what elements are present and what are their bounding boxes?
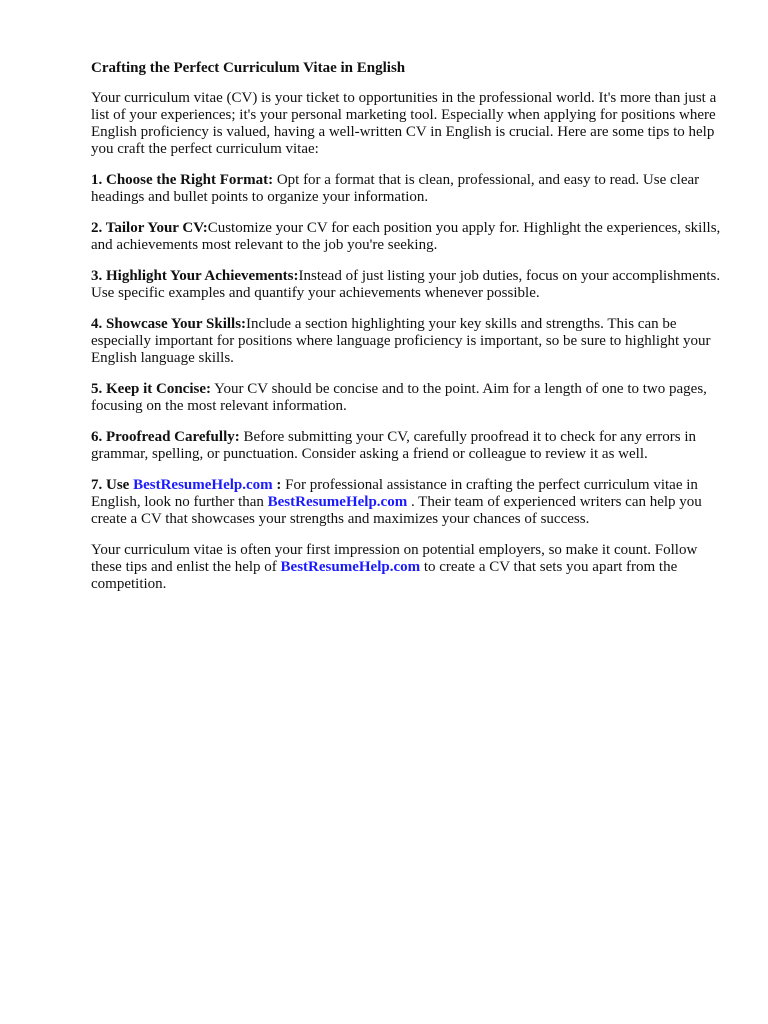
tip-4	[91, 316, 731, 367]
bestresumehelp-link-2[interactable]: BestResumeHelp.com	[267, 494, 408, 510]
tip-3-lead: 3. Highlight Your Achievements:	[91, 268, 299, 284]
document-title: Crafting the Perfect Curriculum Vitae in English	[91, 60, 406, 76]
tip-6-lead: 6. Proofread Carefully:	[91, 429, 240, 445]
tip-7-lead-prefix: 7. Use	[91, 477, 134, 493]
tip-7-text-1: For professional assistance in crafting the perfect curriculum vitae in English, look no further than	[91, 477, 698, 510]
tip-4-lead: 4. Showcase Your Skills:	[91, 316, 247, 332]
bestresumehelp-link-1[interactable]: BestResumeHelp.com	[133, 477, 273, 493]
tip-7-lead-suffix: :	[272, 477, 282, 493]
closing-text-1: Your curriculum vitae is often your first impression on potential employers, so make it count. Follow these tips and enlist the help of	[91, 542, 698, 575]
tip-5-lead: 5. Keep it Concise:	[91, 381, 211, 397]
closing-paragraph	[91, 542, 731, 593]
tip-2-text: Customize your CV for each position you apply for. Highlight the experiences, skills, and achievements most relevant to the job you're seeking.	[91, 220, 721, 253]
tip-3	[91, 268, 731, 302]
tip-6-text: Before submitting your CV, carefully proofread it to check for any errors in grammar, spelling, or punctuation. Consider asking a friend or colleague to review it as well.	[91, 429, 696, 462]
tip-5	[91, 381, 731, 415]
tip-2	[91, 220, 731, 254]
bestresumehelp-link-3[interactable]: BestResumeHelp.com	[280, 559, 421, 575]
document-page	[91, 58, 731, 607]
tip-5-text: Your CV should be concise and to the point. Aim for a length of one to two pages, focusing on the most relevant information.	[91, 381, 707, 414]
tip-7	[91, 477, 731, 528]
closing-text-2: to create a CV that sets you apart from the competition.	[91, 559, 678, 592]
intro-paragraph: Your curriculum vitae (CV) is your ticket to opportunities in the professional world. It's more than just a list of your experiences; it's your personal marketing tool. Especially when applying for positions where English proficiency is valued, having a well-written CV in English is crucial. Here are some tips to help you craft the perfect curriculum vitae:	[91, 90, 717, 157]
tip-1	[91, 172, 731, 206]
tip-4-text: Include a section highlighting your key skills and strengths. This can be especially important for positions where language proficiency is important, so be sure to highlight your English language skills.	[91, 316, 711, 366]
tip-2-lead: 2. Tailor Your CV:	[91, 220, 208, 236]
tip-1-lead: 1. Choose the Right Format:	[91, 172, 274, 188]
tip-3-text: Instead of just listing your job duties, focus on your accomplishments. Use specific examples and quantify your achievements whenever possible.	[91, 268, 721, 301]
tip-1-text: Opt for a format that is clean, professional, and easy to read. Use clear headings and bullet points to organize your information.	[91, 172, 700, 205]
tip-7-text-2: . Their team of experienced writers can help you create a CV that showcases your strengths and maximizes your chances of success.	[91, 494, 702, 527]
tip-6	[91, 429, 731, 463]
